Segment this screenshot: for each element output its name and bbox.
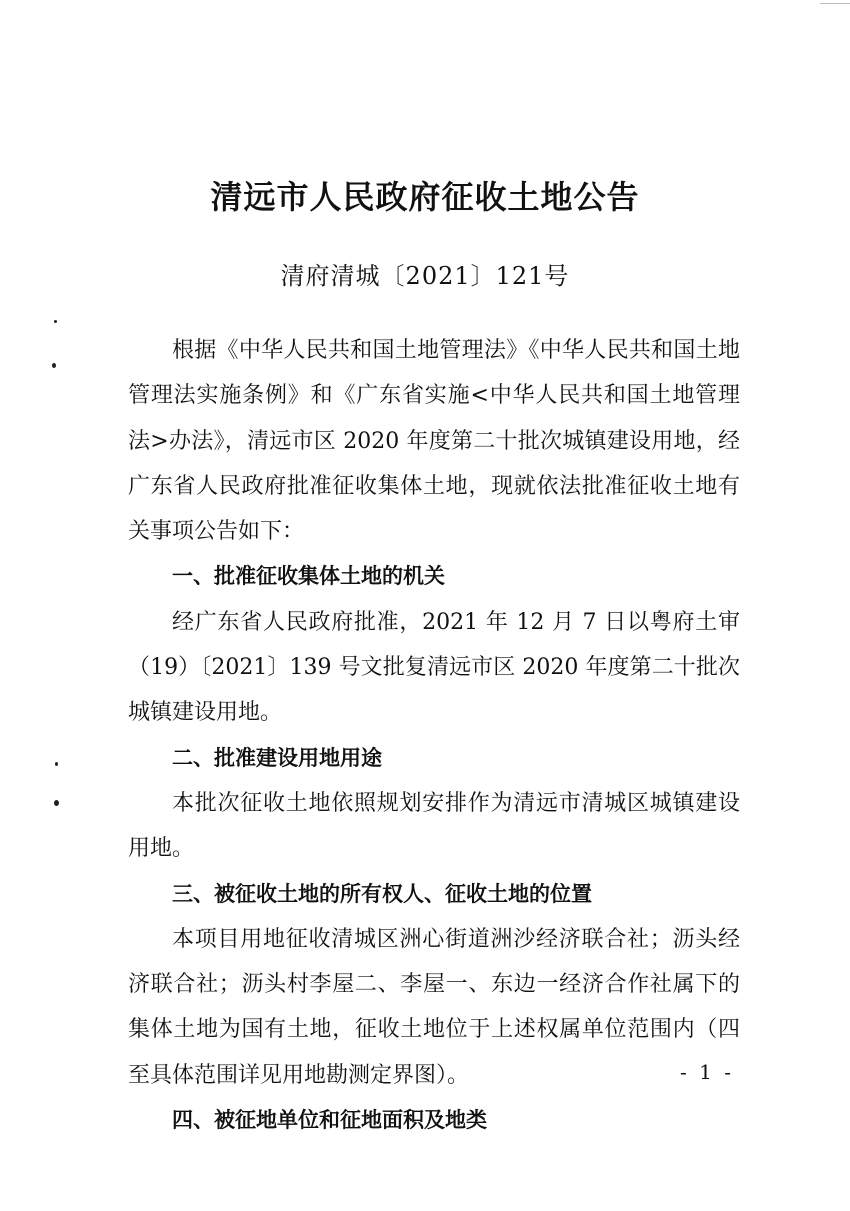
document-body <box>128 328 740 1143</box>
section-3-heading: 三、被征收土地的所有权人、征收土地的位置 <box>172 881 592 906</box>
document-number: 清府清城〔2021〕121号 <box>280 262 570 290</box>
section-1-heading: 一、批准征收集体土地的机关 <box>172 564 445 589</box>
margin-speck <box>54 800 59 806</box>
section-4-heading: 四、被征地单位和征地面积及地类 <box>172 1108 487 1133</box>
margin-speck <box>55 762 58 766</box>
page-title: 清远市人民政府征收土地公告 <box>210 178 640 216</box>
scan-edge-line <box>820 3 850 4</box>
section-2-heading: 二、批准建设用地用途 <box>172 745 382 770</box>
margin-speck <box>54 320 57 323</box>
section-1-text: 经广东省人民政府批准，2021 年 12 月 7 日以粤府土审（19）〔2021〕139 号文批复清远市区 2020 年度第二十批次城镇建设用地。 <box>128 609 740 726</box>
section-2-text: 本批次征收土地依照规划安排作为清远市清城区城镇建设用地。 <box>128 790 740 862</box>
intro-paragraph: 根据《中华人民共和国土地管理法》《中华人民共和国土地管理法实施条例》和《广东省实施<中华人民共和国土地管理法>办法》，清远市区 2020 年度第二十批次城镇建设用地，经广东省人民政府批准征收集体土地，现就依法批准征收土地有关事项公告如下： <box>128 338 740 545</box>
page-number: - 1 - <box>680 1060 734 1084</box>
margin-speck <box>52 363 56 368</box>
section-3-text: 本项目用地征收清城区洲心街道洲沙经济联合社；沥头经济联合社；沥头村李屋二、李屋一、东边一经济合作社属下的集体土地为国有土地，征收土地位于上述权属单位范围内（四至具体范围详见用地勘测定界图）。 <box>128 926 740 1088</box>
